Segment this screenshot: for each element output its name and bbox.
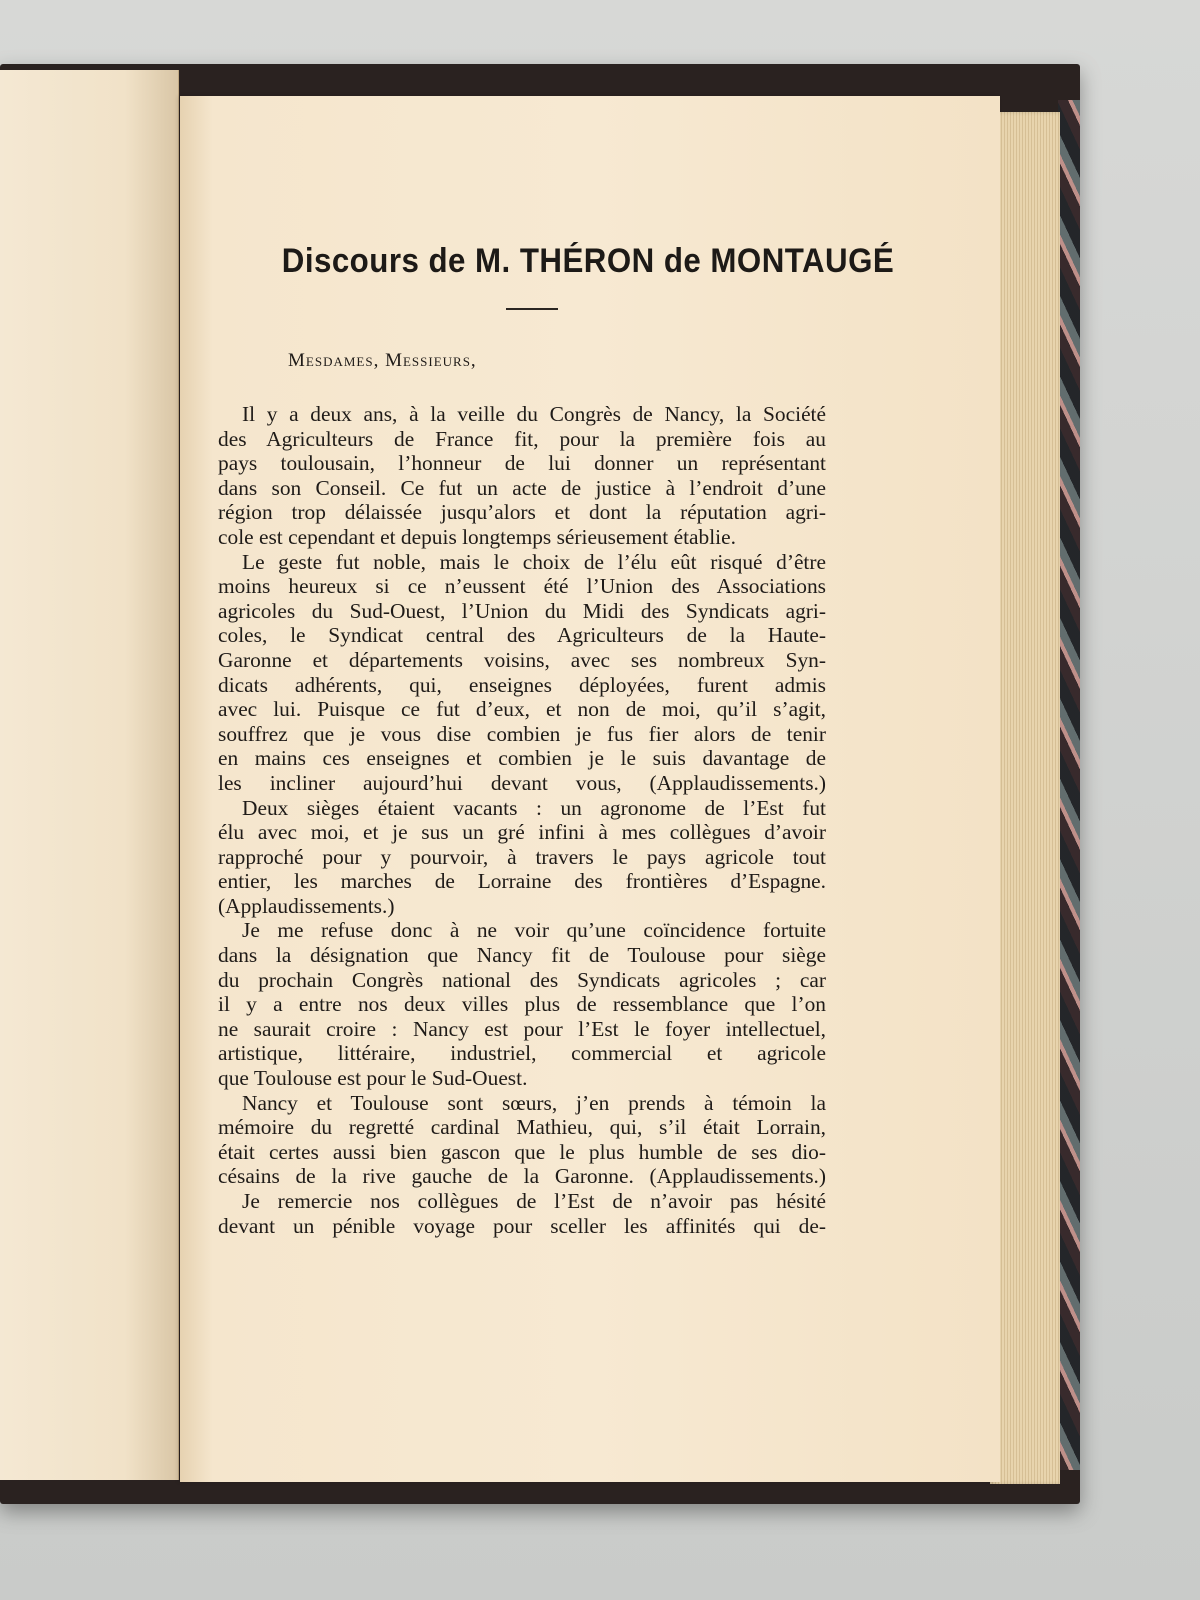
salutation: Mesdames, Messieurs, [288,350,477,371]
text-line: avec lui. Puisque ce fut d’eux, et non de moi, qu’il s’agit, [218,697,826,722]
marbled-edge [1058,100,1080,1470]
text-line: que Toulouse est pour le Sud-Ouest. [218,1066,528,1091]
text-line: Deux sièges étaient vacants : un agronome de l’Est fut [242,795,826,820]
text-line: Garonne et départements voisins, avec ses nombreux Syn- [218,647,826,672]
left-page [0,70,179,1480]
text-line: coles, le Syndicat central des Agriculteurs de la Haute- [218,623,826,648]
text-line: ne saurait croire : Nancy est pour l’Est le foyer intellectuel, [218,1016,826,1041]
text-line: il y a entre nos deux villes plus de ressemblance que l’on [218,992,826,1017]
text-line: des Agriculteurs de France fit, pour la première fois au [218,426,826,451]
text-line: dicats adhérents, qui, enseignes déployées, furent admis [218,672,826,697]
text-line: rapproché pour y pourvoir, à travers le pays agricole tout [218,844,826,869]
text-line: cole est cependant et depuis longtemps sérieusement établie. [218,524,736,549]
text-line: Je remercie nos collègues de l’Est de n’avoir pas hésité [242,1189,826,1213]
text-line: du prochain Congrès national des Syndicats agricoles ; car [218,967,826,992]
text-line: dans la désignation que Nancy fit de Toulouse pour siège [218,943,826,968]
body-text [218,402,826,1238]
text-line: artistique, littéraire, industriel, commercial et agricole [218,1041,826,1066]
text-line: élu avec moi, et je sus un gré infini à mes collègues d’avoir [218,820,826,845]
text-line: césains de la rive gauche de la Garonne. (Applaudissements.) [218,1164,826,1189]
text-line: agricoles du Sud-Ouest, l’Union du Midi des Syndicats agri- [218,598,826,623]
page-block-edge [990,112,1060,1484]
text-line: devant un pénible voyage pour sceller les affinités qui de- [218,1213,826,1238]
text-line: les incliner aujourd’hui devant vous, (Applaudissements.) [218,770,826,795]
text-line: en mains ces enseignes et combien je le suis davantage de [218,746,826,771]
text-line: Le geste fut noble, mais le choix de l’élu eût risqué d’être [242,549,826,574]
text-line: Je me refuse donc à ne voir qu’une coïncidence fortuite [242,918,826,943]
page-title: Discours de M. THÉRON de MONTAUGÉ [281,242,895,280]
right-page [180,96,1000,1482]
text-line: moins heureux si ce n’eussent été l’Union des Associations [218,574,826,599]
text-line: était certes aussi bien gascon que le plus humble de ses dio- [218,1139,826,1164]
text-line: pays toulousain, l’honneur de lui donner un représentant [218,451,826,476]
text-line: (Applaudissements.) [218,893,395,918]
title-rule [506,308,558,310]
text-line: entier, les marches de Lorraine des frontières d’Espagne. [218,869,826,894]
text-line: région trop délaissée jusqu’alors et dont la réputation agri- [218,500,826,525]
text-line: mémoire du regretté cardinal Mathieu, qui, s’il était Lorrain, [218,1115,826,1140]
text-line: souffrez que je vous dise combien je fus fier alors de tenir [218,721,826,746]
text-line: dans son Conseil. Ce fut un acte de justice à l’endroit d’une [218,475,826,500]
text-line: Il y a deux ans, à la veille du Congrès de Nancy, la Société [242,402,826,426]
text-line: Nancy et Toulouse sont sœurs, j’en prends à témoin la [242,1090,826,1115]
